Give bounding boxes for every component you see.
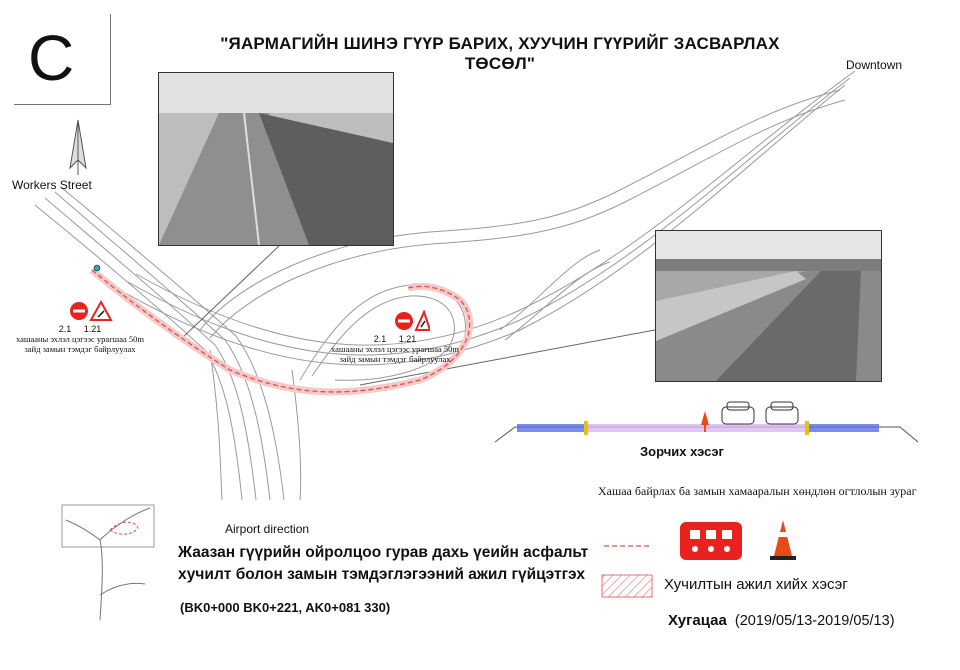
key-map: [66, 508, 150, 620]
sign-code-left: 2.1: [58, 324, 72, 334]
work-description: [178, 542, 598, 586]
legend-hatch-label: Хучилтын ажил хийх хэсэг: [664, 576, 848, 593]
airport-lane-1: [210, 350, 222, 500]
car-icon: [722, 402, 754, 424]
key-map-frame: [62, 505, 154, 547]
sign-note: хашааны эхлэл цэгээс урагшаа 50m зайд замын тэмдэг байрлуулах: [330, 344, 460, 364]
legend-hatch-swatch: [602, 575, 652, 597]
roadwork-sign-icon: [416, 312, 430, 330]
period-value: (2019/05/13-2019/05/13): [734, 613, 895, 629]
no-entry-sign-icon: [70, 302, 88, 320]
period: [668, 612, 895, 629]
north-arrow-icon: [70, 120, 86, 175]
sheet-letter: C: [28, 22, 75, 94]
barrier-left-marker: [584, 421, 588, 435]
point-marker-icon: [94, 265, 100, 271]
label-workers-street: Workers Street: [12, 178, 92, 192]
sign-code-right: 1.21: [83, 324, 102, 334]
period-label: Хугацаа: [668, 612, 727, 629]
asphalt-layer-left: [517, 424, 587, 432]
description-line-1: Жаазан гүүрийн ойролцоо гурав дахь үеийн асфальт: [178, 544, 589, 561]
ramp-right: [500, 250, 600, 330]
traffic-cone-icon: [770, 520, 796, 560]
sign-note: хашааны эхлэл цэгээс урагшаа 50m зайд замын тэмдэг байрлуулах: [15, 334, 145, 354]
project-title: "ЯАРМАГИЙН ШИНЭ ГҮҮР БАРИХ, ХУУЧИН ГҮҮРИЙГ ЗАСВАРЛАХ ТӨСӨЛ": [220, 34, 780, 73]
label-airport-direction: Airport direction: [225, 522, 310, 536]
sign-code-left: 2.1: [373, 334, 387, 344]
asphalt-layer-right: [809, 424, 879, 432]
no-entry-sign-icon: [395, 312, 413, 330]
chainage-range: (BK0+000 BK0+221, AK0+081 330): [180, 600, 391, 615]
asphalt-layer-center: [587, 424, 809, 432]
barrier-right-marker: [805, 421, 809, 435]
sign-icons: [360, 310, 430, 332]
roadwork-sign-icon: [91, 302, 111, 320]
description-line-2: хучилт болон замын тэмдэглэгээний ажил гүйцэтгэх: [178, 566, 586, 583]
sign-group-2: [330, 310, 460, 364]
car-icon: [766, 402, 798, 424]
sign-icons: [45, 300, 115, 322]
cone-icon: [701, 411, 709, 425]
site-photo-curved-road: [655, 230, 882, 382]
label-downtown: Downtown: [846, 58, 903, 72]
callout-line-photo-1: [180, 245, 280, 340]
sign-code-right: 1.21: [398, 334, 417, 344]
site-photo-bridge-road: [158, 72, 394, 246]
cross-section-drawing: [495, 402, 918, 442]
ramp-right-2: [505, 262, 610, 340]
cross-section-caption: Хашаа байрлах ба замын хамааралын хөндлөн огтлолын зураг: [598, 484, 917, 498]
cross-section-label: Зорчих хэсэг: [640, 444, 724, 459]
sign-group-1: [10, 300, 150, 354]
barrier-icon: [680, 522, 742, 560]
